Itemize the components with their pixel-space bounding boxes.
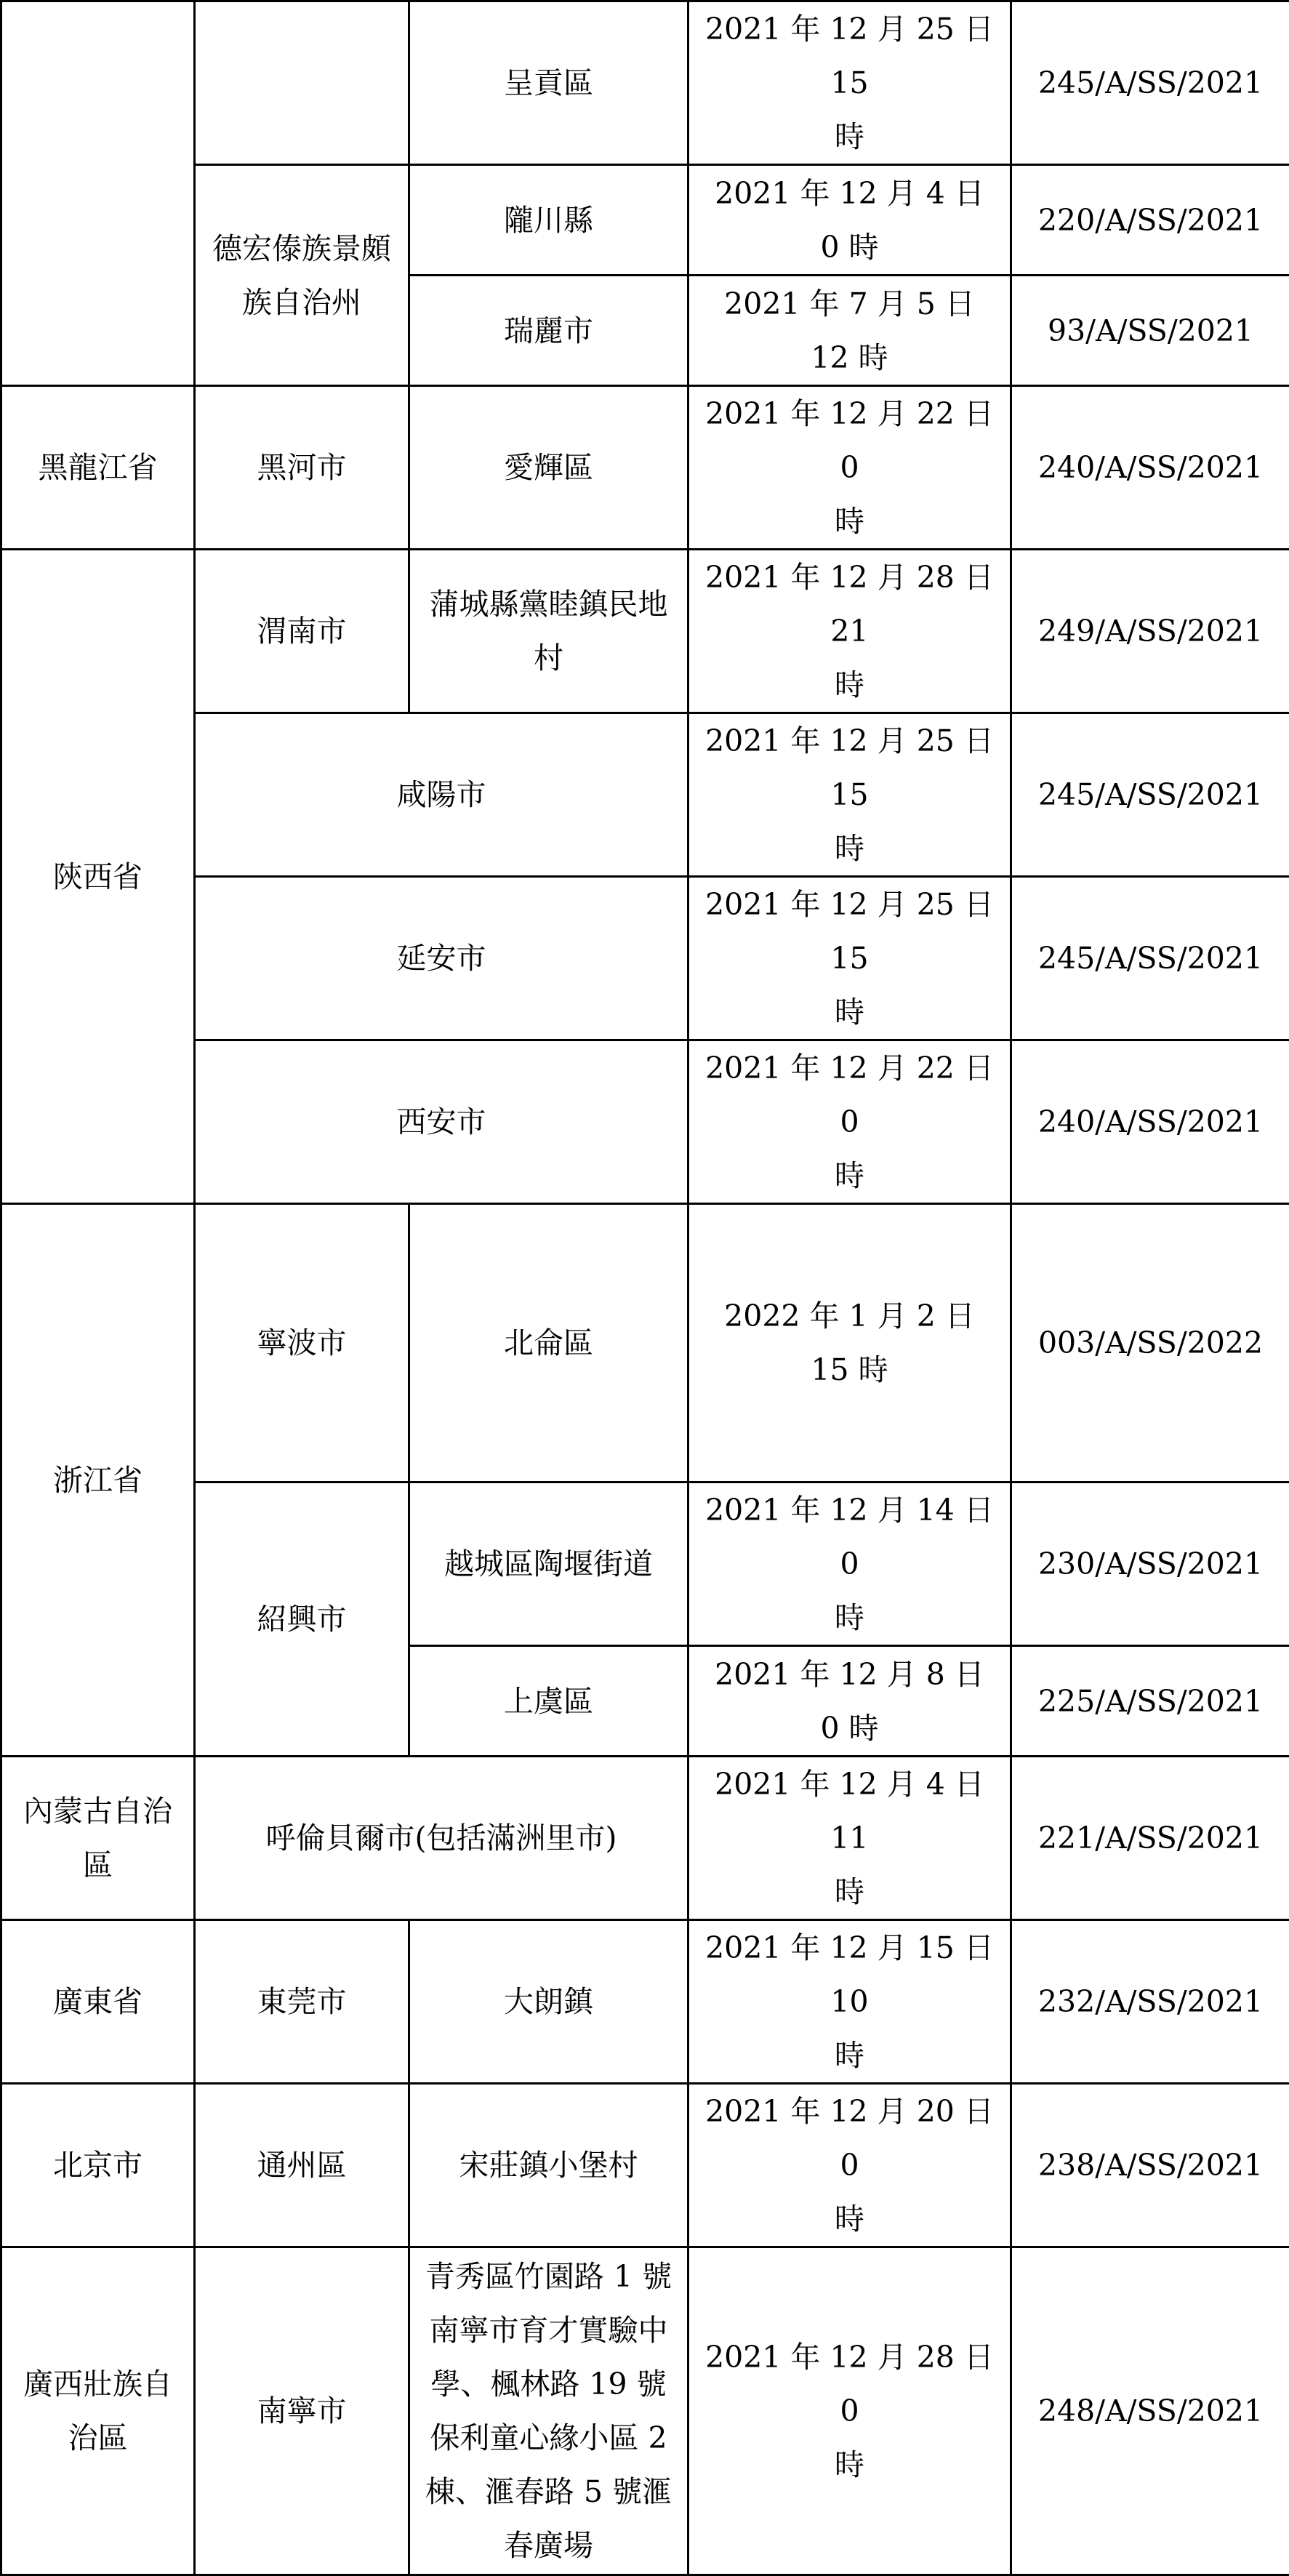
district-cell: 瑞麗市 [409,276,688,386]
effective-time-cell: 2021 年 12 月 25 日 15 時 [688,713,1011,877]
effective-time-cell: 2021 年 12 月 4 日 11 時 [688,1757,1011,1920]
province-cell: 內蒙古自治 區 [1,1757,195,1920]
table-row [1,1040,1289,1204]
city-cell: 呼倫貝爾市(包括滿洲里市) [195,1757,688,1920]
effective-time-cell: 2021 年 12 月 4 日 0 時 [688,165,1011,276]
district-cell: 大朗鎮 [409,1920,688,2084]
effective-time-cell: 2021 年 12 月 14 日 0 時 [688,1482,1011,1646]
city-cell: 寧波市 [195,1204,409,1482]
province-cell: 浙江省 [1,1204,195,1757]
district-cell: 隴川縣 [409,165,688,276]
table-row [1,550,1289,713]
district-cell: 越城區陶堰街道 [409,1482,688,1646]
effective-time-cell: 2021 年 12 月 22 日 0 時 [688,1040,1011,1204]
district-cell: 蒲城縣黨睦鎮民地 村 [409,550,688,713]
effective-time-cell: 2021 年 12 月 28 日 0 時 [688,2247,1011,2575]
effective-time-cell: 2022 年 1 月 2 日 15 時 [688,1204,1011,1482]
city-cell: 黑河市 [195,386,409,550]
table-row [1,877,1289,1040]
table-row [1,1920,1289,2084]
city-cell: 咸陽市 [195,713,688,877]
notice-number-cell: 221/A/SS/2021 [1011,1757,1289,1920]
notice-number-cell: 003/A/SS/2022 [1011,1204,1289,1482]
notice-number-cell: 240/A/SS/2021 [1011,386,1289,550]
table-row [1,386,1289,550]
notice-number-cell: 230/A/SS/2021 [1011,1482,1289,1646]
notice-number-cell: 249/A/SS/2021 [1011,550,1289,713]
city-cell: 南寧市 [195,2247,409,2575]
district-cell: 呈貢區 [409,1,688,165]
effective-time-cell: 2021 年 12 月 25 日 15 時 [688,877,1011,1040]
effective-time-cell: 2021 年 12 月 8 日 0 時 [688,1646,1011,1757]
effective-time-cell: 2021 年 7 月 5 日 12 時 [688,276,1011,386]
city-cell: 延安市 [195,877,688,1040]
table-row [1,2084,1289,2247]
city-cell: 渭南市 [195,550,409,713]
notice-number-cell: 245/A/SS/2021 [1011,1,1289,165]
notice-number-cell: 238/A/SS/2021 [1011,2084,1289,2247]
city-cell [195,1,409,165]
province-cell: 廣東省 [1,1920,195,2084]
district-cell: 上虞區 [409,1646,688,1757]
province-cell: 陝西省 [1,550,195,1204]
table-row [1,713,1289,877]
city-cell: 紹興市 [195,1482,409,1757]
province-cell: 廣西壯族自 治區 [1,2247,195,2575]
effective-time-cell: 2021 年 12 月 28 日 21 時 [688,550,1011,713]
district-cell: 青秀區竹園路 1 號 南寧市育才實驗中 學、楓林路 19 號 保利童心緣小區 2 棟、滙春路 5 號滙 春廣場 [409,2247,688,2575]
district-cell: 宋莊鎮小堡村 [409,2084,688,2247]
notice-number-cell: 232/A/SS/2021 [1011,1920,1289,2084]
notice-number-cell: 240/A/SS/2021 [1011,1040,1289,1204]
city-cell: 東莞市 [195,1920,409,2084]
effective-time-cell: 2021 年 12 月 20 日 0 時 [688,2084,1011,2247]
table-row [1,1482,1289,1646]
effective-time-cell: 2021 年 12 月 22 日 0 時 [688,386,1011,550]
province-cell: 北京市 [1,2084,195,2247]
city-cell: 德宏傣族景頗 族自治州 [195,165,409,386]
district-cell: 愛輝區 [409,386,688,550]
table-row [1,1,1289,165]
city-cell: 通州區 [195,2084,409,2247]
notice-number-cell: 248/A/SS/2021 [1011,2247,1289,2575]
table-row [1,165,1289,276]
province-cell [1,1,195,386]
table-row [1,1204,1289,1482]
table-row [1,1757,1289,1920]
province-cell: 黑龍江省 [1,386,195,550]
district-cell: 北侖區 [409,1204,688,1482]
effective-time-cell: 2021 年 12 月 25 日 15 時 [688,1,1011,165]
city-cell: 西安市 [195,1040,688,1204]
notice-number-cell: 225/A/SS/2021 [1011,1646,1289,1757]
table-row [1,2247,1289,2575]
notice-number-cell: 220/A/SS/2021 [1011,165,1289,276]
notice-number-cell: 245/A/SS/2021 [1011,877,1289,1040]
effective-time-cell: 2021 年 12 月 15 日 10 時 [688,1920,1011,2084]
notice-number-cell: 245/A/SS/2021 [1011,713,1289,877]
notice-number-cell: 93/A/SS/2021 [1011,276,1289,386]
